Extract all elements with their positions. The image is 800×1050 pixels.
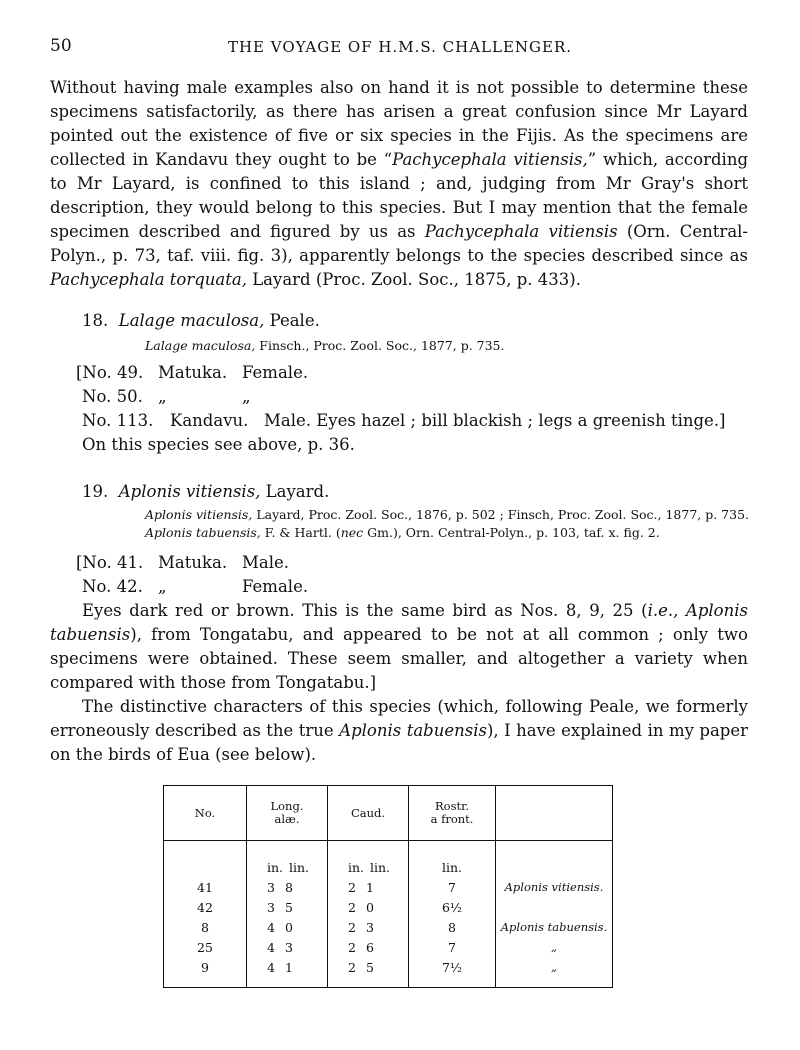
unit-lin: lin. [369, 859, 391, 875]
specimen-record [76, 361, 308, 385]
species-19-distinctive-note [50, 695, 748, 767]
cell-caud-in: 2 [348, 879, 356, 895]
header-long [247, 786, 328, 841]
cell-species [496, 897, 613, 917]
intro-paragraph [50, 76, 748, 292]
intro-italic-3: Pachycephala torquata, [50, 270, 247, 289]
reference-name: Lalage maculosa, [145, 338, 256, 353]
specimen-record [82, 575, 308, 599]
cell-rostr: 7 [409, 937, 496, 957]
cell-long-in: 3 [267, 899, 275, 915]
cell-long-lin: 5 [285, 899, 293, 915]
cell-species: Aplonis tabuensis. [496, 917, 613, 937]
cell-long-in: 4 [267, 959, 275, 975]
record-place: „ [158, 577, 167, 596]
header-rostr-line2: a front. [430, 812, 474, 826]
dist-italic: Aplonis tabuensis [339, 721, 487, 740]
specimen-record [76, 551, 289, 575]
record-detail: Female. [242, 577, 309, 596]
intro-text-2: ” which, according to Mr Layard, is confined to this island ; and, judging from Mr Gray's short description, they would belong to this species. But I may mention that the female specimen described and figured by us as [50, 150, 749, 241]
table-row [164, 957, 613, 988]
reference-name: Aplonis tabuensis, [145, 525, 261, 540]
species-author: Peale. [269, 311, 320, 330]
desc-text-a: Eyes dark red or brown. This is the same bird as Nos. 8, 9, 25 ( [82, 601, 648, 620]
record-detail: Male. Eyes hazel ; bill blackish ; legs a greenish tinge.] [264, 411, 726, 430]
table-header-row [164, 786, 613, 841]
record-detail: „ [242, 387, 251, 406]
specimen-record [82, 409, 726, 433]
species-name: Lalage maculosa, [118, 311, 265, 330]
cell-no: 25 [164, 937, 247, 957]
species-author: Layard. [265, 482, 330, 501]
species-19-description [50, 599, 748, 695]
cell-caud-in: 2 [348, 919, 356, 935]
header-long-line2: alæ. [274, 812, 300, 826]
cell-caud-in: 2 [348, 939, 356, 955]
cell-species: „ [496, 937, 613, 957]
cell-long-in: 4 [267, 939, 275, 955]
species-19-reference-1 [145, 505, 749, 525]
header-rostr [409, 786, 496, 841]
species-number: 18. [82, 311, 109, 330]
reference-text: Layard, Proc. Zool. Soc., 1876, p. 502 ; Finsch, Proc. Zool. Soc., 1877, p. 735. [256, 507, 750, 522]
cell-caud-lin: 6 [366, 939, 374, 955]
header-species [496, 786, 613, 841]
record-no: No. 50. [82, 387, 143, 406]
intro-text-3: (Orn. Central-Polyn., p. 73, taf. viii. fig. 3), apparently belongs to the species described since as [50, 222, 749, 265]
record-place: Matuka. [158, 363, 228, 382]
header-rostr-line1: Rostr. [435, 799, 469, 813]
cell-caud-lin: 5 [366, 959, 374, 975]
cell-caud-lin: 0 [366, 899, 374, 915]
cell-rostr: 8 [409, 917, 496, 937]
cell-rostr: 6½ [409, 897, 496, 917]
cell-long-in: 4 [267, 919, 275, 935]
record-no: [No. 49. [76, 363, 144, 382]
record-no: No. 113. [82, 411, 154, 430]
species-19-reference-2 [145, 523, 660, 543]
intro-italic-2: Pachycephala vitiensis [424, 222, 618, 241]
cell-long-lin: 8 [285, 879, 293, 895]
desc-text-b: ), from Tongatabu, and appeared to be not at all common ; only two specimens were obtained. These seem smaller, and altogether a variety when compared with those from Tongatabu.] [50, 625, 748, 692]
intro-text-4: Layard (Proc. Zool. Soc., 1875, p. 433). [246, 270, 581, 289]
reference-text: Finsch., Proc. Zool. Soc., 1877, p. 735. [259, 338, 505, 353]
desc-italic: i.e., Aplonis tabuensis [50, 601, 748, 644]
species-18-reference [145, 336, 504, 356]
dist-text-b: ), I have explained in my paper on the birds of Eua (see below). [50, 721, 748, 764]
cell-long-lin: 1 [285, 959, 293, 975]
cell-caud-lin: 1 [366, 879, 374, 895]
record-place: Kandavu. [170, 411, 249, 430]
units-row [164, 841, 613, 878]
cell-long-lin: 0 [285, 919, 293, 935]
species-number: 19. [82, 482, 109, 501]
intro-text-1: Without having male examples also on hand it is not possible to determine these specimens satisfactorily, as there has arisen a great confusion since Mr Layard pointed out the existence of five or six species in the Fijis. As the specimens are collected in Kandavu they ought to be “ [50, 78, 748, 169]
cell-species: Aplonis vitiensis. [496, 877, 613, 897]
cell-rostr: 7½ [409, 957, 496, 988]
cell-long-lin: 3 [285, 939, 293, 955]
header-no: No. [164, 786, 247, 841]
intro-italic-1: Pachycephala vitiensis, [392, 150, 588, 169]
specimen-record [82, 385, 251, 409]
header-long-line1: Long. [270, 799, 304, 813]
header-caud: Caud. [328, 786, 409, 841]
record-detail: Female. [242, 363, 309, 382]
record-detail: Male. [242, 553, 290, 572]
cell-no: 8 [164, 917, 247, 937]
species-18-heading [82, 309, 320, 333]
cell-species: „ [496, 957, 613, 988]
reference-nec: nec [340, 525, 364, 540]
unit-in: in. [267, 859, 284, 875]
cell-no: 42 [164, 897, 247, 917]
reference-text: F. & Hartl. ( [264, 525, 341, 540]
species-name: Aplonis vitiensis, [118, 482, 261, 501]
dist-text-a: The distinctive characters of this species (which, following Peale, we formerly erroneously described as the true [50, 697, 748, 740]
record-place: Matuka. [158, 553, 228, 572]
reference-name: Aplonis vitiensis, [145, 507, 253, 522]
species-18-note: On this species see above, p. 36. [82, 435, 355, 454]
reference-text-2: Gm.), Orn. Central-Polyn., p. 103, taf. x. fig. 2. [363, 525, 660, 540]
table-row [164, 897, 613, 917]
unit-in: in. [348, 859, 365, 875]
cell-no: 41 [164, 877, 247, 897]
unit-lin: lin. [409, 841, 496, 878]
cell-long-in: 3 [267, 879, 275, 895]
running-title: THE VOYAGE OF H.M.S. CHALLENGER. [227, 38, 573, 56]
table-row [164, 917, 613, 937]
table-row [164, 877, 613, 897]
cell-rostr: 7 [409, 877, 496, 897]
unit-lin: lin. [288, 859, 310, 875]
species-19-heading [82, 480, 329, 504]
record-place: „ [158, 387, 167, 406]
measurements-table [163, 785, 613, 988]
page-number: 50 [50, 36, 72, 56]
cell-no: 9 [164, 957, 247, 988]
record-no: No. 42. [82, 577, 143, 596]
cell-caud-lin: 3 [366, 919, 374, 935]
cell-caud-in: 2 [348, 899, 356, 915]
table-row [164, 937, 613, 957]
cell-caud-in: 2 [348, 959, 356, 975]
record-no: [No. 41. [76, 553, 144, 572]
